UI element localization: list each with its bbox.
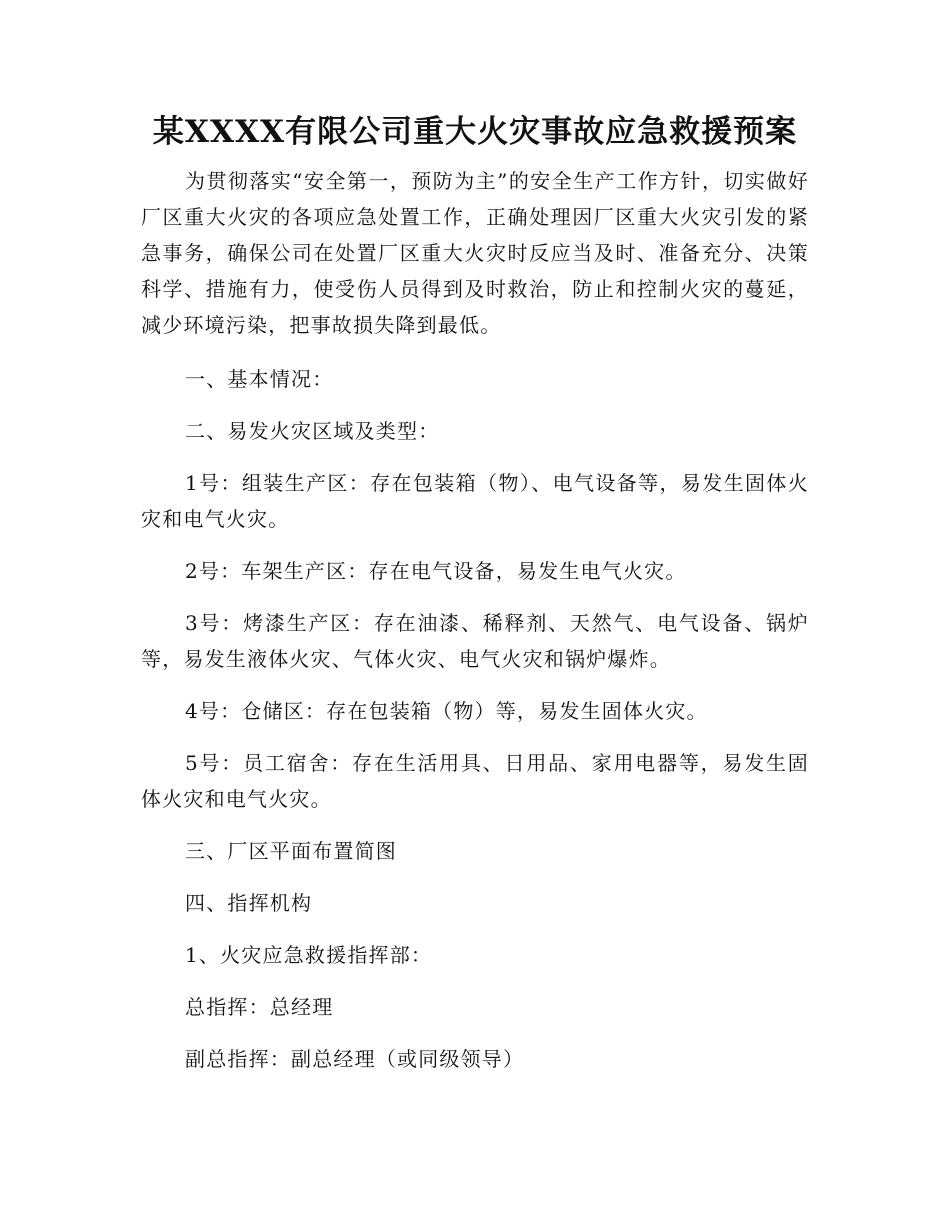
area-2-frame: 2号：车架生产区：存在电气设备，易发生电气火灾。	[185, 559, 687, 583]
document-body	[141, 163, 809, 1093]
area-5-dormitory: 5号：员工宿舍：存在生活用具、日用品、家用电器等，易发生固体火灾和电气火灾。	[141, 751, 809, 811]
section-basic-info: 一、基本情况：	[185, 367, 334, 391]
area-1-assembly: 1号：组装生产区：存在包装箱（物）、电气设备等，易发生固体火灾和电气火灾。	[141, 471, 809, 531]
intro-paragraph: 为贯彻落实“安全第一，预防为主”的安全生产工作方针，切实做好厂区重大火灾的各项应急处置工作，正确处理因厂区重大火灾引发的紧急事务，确保公司在处置厂区重大火灾时反应当及时、准备充分、决策科学、措施有力，使受伤人员得到及时救治，防止和控制火灾的蔓延，减少环境污染，把事故损失降到最低。	[141, 169, 809, 337]
document-title: 某XXXX有限公司重大火灾事故应急救援预案	[152, 114, 798, 150]
section-site-layout: 三、厂区平面布置简图	[185, 839, 397, 863]
section-fire-areas: 二、易发火灾区域及类型：	[185, 419, 440, 443]
command-headquarters: 1、火灾应急救援指挥部：	[185, 943, 433, 967]
area-4-storage: 4号：仓储区：存在包装箱（物）等，易发生固体火灾。	[185, 699, 708, 723]
deputy-commander: 副总指挥：副总经理（或同级领导）	[185, 1047, 525, 1071]
commander-in-chief: 总指挥：总经理	[185, 995, 334, 1019]
section-command: 四、指挥机构	[185, 891, 313, 915]
area-3-paint: 3号：烤漆生产区：存在油漆、稀释剂、天然气、电气设备、锅炉等，易发生液体火灾、气体火灾、电气火灾和锅炉爆炸。	[141, 611, 809, 671]
